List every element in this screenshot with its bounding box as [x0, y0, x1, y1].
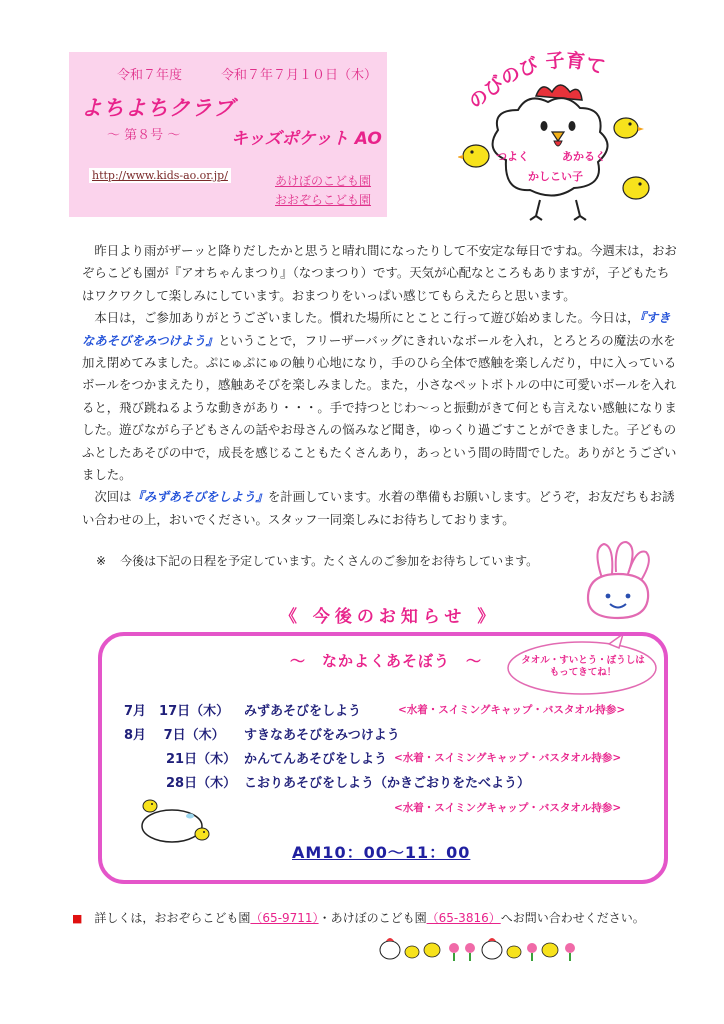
chick-icon-row-1 — [405, 946, 419, 958]
paragraph-intro: 昨日より雨がザーッと降りだしたかと思うと晴れ間になったりして不安定な毎日ですね。今週末は，おおぞらこども園が『アオちゃんまつり』（なつまつり）です。天気が心配なところもありますが，子どもたちはワクワクして楽しみにしています。おまつりをいっぱい感じてもらえたらと思います。 — [82, 243, 677, 303]
chick-icon-row-2 — [424, 943, 440, 957]
note-mark: ※ — [96, 554, 107, 568]
chicken-mascot-illustration — [458, 48, 658, 228]
notice-title: 《 今後のお知らせ 》 — [280, 607, 500, 627]
chick-icon-row-4 — [542, 943, 558, 957]
club-title: よちよちクラブ — [81, 96, 235, 120]
mascot-word-strong: つよく — [496, 150, 529, 163]
chick-icon-row-3 — [507, 946, 521, 958]
chick-icon-small-2 — [195, 828, 209, 840]
hen-icon-2 — [482, 938, 502, 959]
paragraph-today: 本日は，ご参加ありがとうございました。慣れた場所にとことこ行って遊び始めました。今日は，『すきなあそびをみつけよう』ということで，フリーザーバッグにきれいなボールを入れ，とろとろの魔法の水を加え閉めてみました。ぷにゅぷにゅの触り心地になり，手のひら全体で感触を楽しんだり，中に入っているボールをつかまえたり，感触あそびを楽しみました。また，小さなペットボトルの中に可愛いボールを入れると，飛び跳ねるような動きがあり・・・。手で持つとじわ～っと振動がきて何とも言えない感触になりました。遊びながら子どもさんの話やお母さんの悩みなど聞き，ゆっくり過ごすことができました。子どものふとしたあそびの中で，成長を感じることもたくさんあり，あっという間の時間でした。ありがとうございました。 — [82, 310, 677, 483]
event-date-2: 8月 7日（木） — [124, 728, 225, 743]
activity-title-today: 『すきなあそびをみつけよう』 — [82, 310, 671, 348]
notice-subtitle: ～ なかよくあそぼう ～ — [290, 652, 483, 670]
school-link-akebono[interactable]: あけぼのこども園 — [275, 174, 372, 188]
event-date-1: 7月 17日（木） — [124, 704, 230, 719]
rabbit-icon — [582, 540, 654, 622]
school-link-ozora[interactable]: おおぞらこども園 — [275, 193, 372, 207]
chick-icon-small-1 — [143, 800, 157, 812]
event-note-3: <水着・スイミングキャップ・バスタオル持参> — [394, 752, 622, 764]
event-name-3: かんてんあそびをしよう — [244, 752, 388, 767]
flower-icon-1 — [449, 943, 459, 961]
mascot-slogan: のびのび 子育て — [464, 49, 608, 114]
chicks-with-egg-illustration — [138, 796, 218, 844]
flower-icon-4 — [565, 943, 575, 961]
chick-icon-bottom — [623, 177, 649, 199]
event-date-3: 21日（木） — [166, 752, 237, 767]
square-bullet-icon: ■ — [72, 912, 83, 925]
schedule-note: ※ 今後は下記の日程を予定しています。たくさんのご参加をお待ちしています。 — [96, 554, 539, 568]
contact-footer: ■ 詳しくは，おおぞらこども園（65-9711）・あけぼのこども園（65-3816）へお問い合わせください。 — [72, 911, 645, 925]
decorative-chicks-and-flowers — [378, 934, 588, 962]
brand-name: キッズポケット AO — [231, 129, 382, 149]
activity-title-next: 『みずあそびをしよう』 — [131, 489, 268, 505]
session-time: AM10：00～11：00 — [292, 843, 471, 862]
mascot-word-bright: あかるく — [562, 150, 606, 163]
issue-number: ～ 第８号 ～ — [107, 128, 181, 143]
hen-icon — [380, 938, 400, 959]
report-body — [82, 240, 678, 531]
chick-icon-left — [458, 145, 489, 167]
mascot-word-wise: かしこい子 — [528, 170, 583, 183]
event-date-4: 28日（木） — [166, 776, 237, 791]
website-link[interactable]: http://www.kids-ao.or.jp/ — [89, 168, 231, 183]
event-name-4: こおりあそびをしよう（かきごおりをたべよう） — [244, 776, 531, 791]
bubble-message: タオル・すいとう・ぼうしは もってきてね！ — [521, 655, 645, 678]
newsletter-header — [69, 52, 387, 217]
flower-icon-2 — [465, 943, 475, 961]
event-note-4: <水着・スイミングキャップ・バスタオル持参> — [394, 802, 622, 814]
chick-icon-right — [614, 118, 644, 138]
event-note-1: <水着・スイミングキャップ・バスタオル持参> — [398, 704, 626, 716]
issue-date: 令和７年７月１０日（木） — [221, 68, 378, 83]
fiscal-year: 令和７年度 — [117, 68, 183, 83]
paragraph-next: 次回は『みずあそびをしよう』を計画しています。水着の準備もお願いします。どうぞ，お友だちもお誘い合わせの上，おいでください。スタッフ一同楽しみにお待ちしております。 — [82, 489, 675, 527]
event-name-1: みずあそびをしよう — [244, 704, 362, 719]
phone-akebono[interactable]: （65-3816） — [426, 911, 501, 925]
event-name-2: すきなあそびをみつけよう — [244, 728, 400, 743]
phone-ozora[interactable]: （65-9711） — [250, 911, 319, 925]
flower-icon-3 — [527, 943, 537, 961]
